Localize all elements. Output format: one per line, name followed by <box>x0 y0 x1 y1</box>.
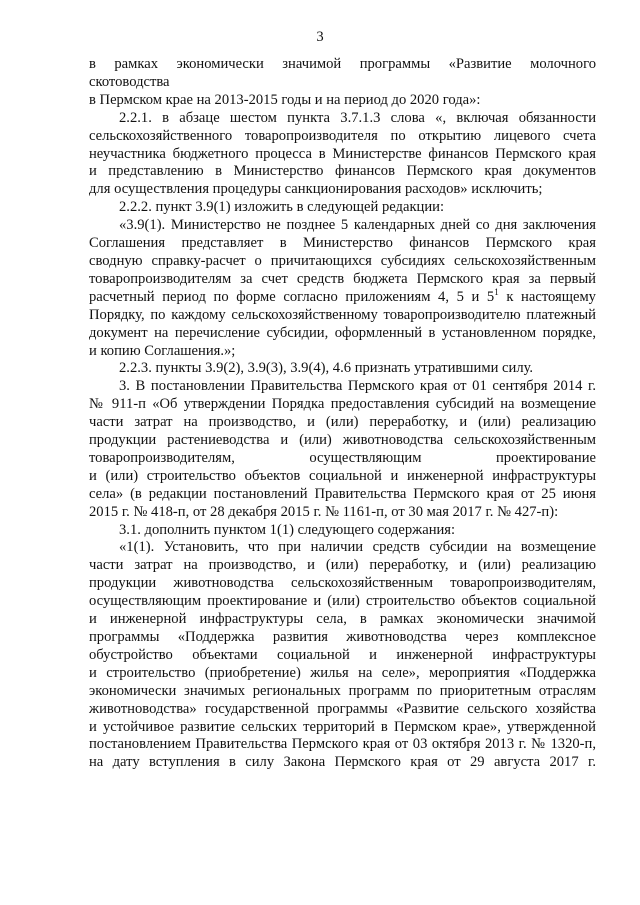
text-line-content: и копию Соглашения.»; <box>89 342 236 359</box>
text-line-content: товаропроизводителям за счет средств бюджета Пермского края за первый <box>89 270 596 287</box>
text-line-content: продукции животноводства сельскохозяйственным товаропроизводителям, <box>89 575 596 592</box>
text-line-content: 3.1. дополнить пунктом 1(1) следующего содержания: <box>119 521 456 538</box>
text-line <box>89 683 596 701</box>
text-line <box>89 74 596 92</box>
text-line <box>89 504 596 522</box>
text-line-content: 2.2.3. пункты 3.9(2), 3.9(3), 3.9(4), 4.6 признать утратившими силу. <box>119 360 534 377</box>
text-line-content: «3.9(1). Министерство не позднее 5 календарных дней со дня заключения <box>119 217 596 234</box>
text-line-content: на дату вступления в силу Закона Пермского края от 29 августа 2017 г. <box>89 754 596 771</box>
text-line <box>89 360 596 378</box>
text-line <box>89 432 596 450</box>
text-line <box>89 110 596 128</box>
text-line <box>89 146 596 164</box>
text-line-content: программы «Поддержка развития животноводства через комплексное <box>89 629 596 645</box>
text-line-content: к настоящему <box>498 288 596 305</box>
text-line-content: и строительство (приобретение) жилья на селе», мероприятия «Поддержка <box>89 664 596 681</box>
text-line <box>89 181 596 199</box>
text-line <box>89 378 596 396</box>
text-line-content: Порядку, по каждому сельскохозяйственному товаропроизводителю платежный <box>89 306 596 323</box>
text-line-content: № 911-п «Об утверждении Порядка предоставления субсидий на возмещение <box>89 396 596 413</box>
page-number: 3 <box>316 29 324 45</box>
text-line <box>89 56 596 74</box>
text-line-content: неучастника бюджетного процесса в Министерстве финансов Пермского края <box>89 145 596 162</box>
text-line-content: товаропроизводителям, осуществляющим проектирование <box>89 449 596 466</box>
text-line <box>89 450 596 468</box>
text-line-content: постановлением Правительства Пермского края от 03 октября 2013 г. № 1320-п, <box>89 736 596 753</box>
text-line <box>89 307 596 325</box>
text-line-content: и инженерной инфраструктуры села, в рамках экономически значимой <box>89 611 596 628</box>
text-line <box>89 92 596 110</box>
text-line <box>89 611 596 629</box>
text-line-content: Соглашения представляет в Министерство финансов Пермского края <box>89 235 596 252</box>
text-line <box>89 343 596 361</box>
text-line <box>89 522 596 540</box>
text-line-content: 3. В постановлении Правительства Пермского края от 01 сентября 2014 г. <box>119 378 596 395</box>
superscript: 1 <box>494 286 499 297</box>
text-line-content: скотоводства <box>89 73 170 90</box>
text-line <box>89 736 596 754</box>
text-line <box>89 593 596 611</box>
text-line-content: экономически значимых региональных программ по приоритетным отраслям <box>89 682 596 699</box>
text-line <box>89 396 596 414</box>
text-line <box>89 199 596 217</box>
text-line <box>89 271 596 289</box>
text-line-content: продукции растениеводства и (или) животноводства сельскохозяйственным <box>89 432 596 449</box>
text-line-content: в рамках экономически значимой программы «Развитие молочного <box>89 56 596 72</box>
text-line-content: 2015 г. № 418-п, от 28 декабря 2015 г. № 1161-п, от 30 мая 2017 г. № 427-п): <box>89 503 559 520</box>
text-line <box>89 629 596 647</box>
text-line <box>89 486 596 504</box>
text-line <box>89 701 596 719</box>
text-line-content: сельскохозяйственного товаропроизводителя по открытию лицевого счета <box>89 127 596 144</box>
document-body <box>89 56 596 772</box>
text-line-content: осуществляющим проектирование и (или) строительство объектов социальной <box>89 593 596 610</box>
text-line <box>89 128 596 146</box>
text-line-content: обустройство объектами социальной и инженерной инфраструктуры <box>89 646 596 663</box>
text-line-content: животноводства» государственной программы «Развитие сельского хозяйства <box>89 700 596 717</box>
text-line-content: и представлению в Министерство финансов Пермского края документов <box>89 163 596 180</box>
text-line <box>89 163 596 181</box>
text-line-content: и (или) строительство объектов социальной и инженерной инфраструктуры <box>89 467 596 484</box>
text-line-content: части затрат на производство, и (или) переработку, и (или) реализацию <box>89 557 596 574</box>
text-line-content: документ на перечисление субсидии, оформленный в установленном порядке, <box>89 324 596 341</box>
text-line <box>89 414 596 432</box>
text-line-content: и устойчивое развитие сельских территорий в Пермском крае», утвержденной <box>89 718 596 735</box>
text-line <box>89 539 596 557</box>
text-line-content: «1(1). Установить, что при наличии средств субсидии на возмещение <box>119 539 596 556</box>
text-line-content: части затрат на производство, и (или) переработку, и (или) реализацию <box>89 414 596 431</box>
text-line <box>89 719 596 737</box>
text-line <box>89 665 596 683</box>
text-line <box>89 286 596 307</box>
text-line <box>89 253 596 271</box>
text-line-content: расчетный период по форме согласно приложениям 4, 5 и 5 <box>89 288 495 305</box>
text-line <box>89 557 596 575</box>
text-line <box>89 647 596 665</box>
text-line-content: сводную справку-расчет о причитающихся субсидиях сельскохозяйственным <box>89 252 596 269</box>
text-line <box>89 235 596 253</box>
text-line-content: для осуществления процедуры санкционирования расходов» исключить; <box>89 181 543 198</box>
text-line <box>89 217 596 235</box>
text-line <box>89 325 596 343</box>
text-line-content: 2.2.1. в абзаце шестом пункта 3.7.1.3 слова «, включая обязанности <box>119 109 596 126</box>
text-line-content: 2.2.2. пункт 3.9(1) изложить в следующей редакции: <box>119 199 445 216</box>
text-line-content: в Пермском крае на 2013-2015 годы и на период до 2020 года»: <box>89 91 481 108</box>
text-line <box>89 575 596 593</box>
text-line-content: села» (в редакции постановлений Правительства Пермского края от 25 июня <box>89 485 596 502</box>
text-line <box>89 468 596 486</box>
text-line <box>89 754 596 772</box>
